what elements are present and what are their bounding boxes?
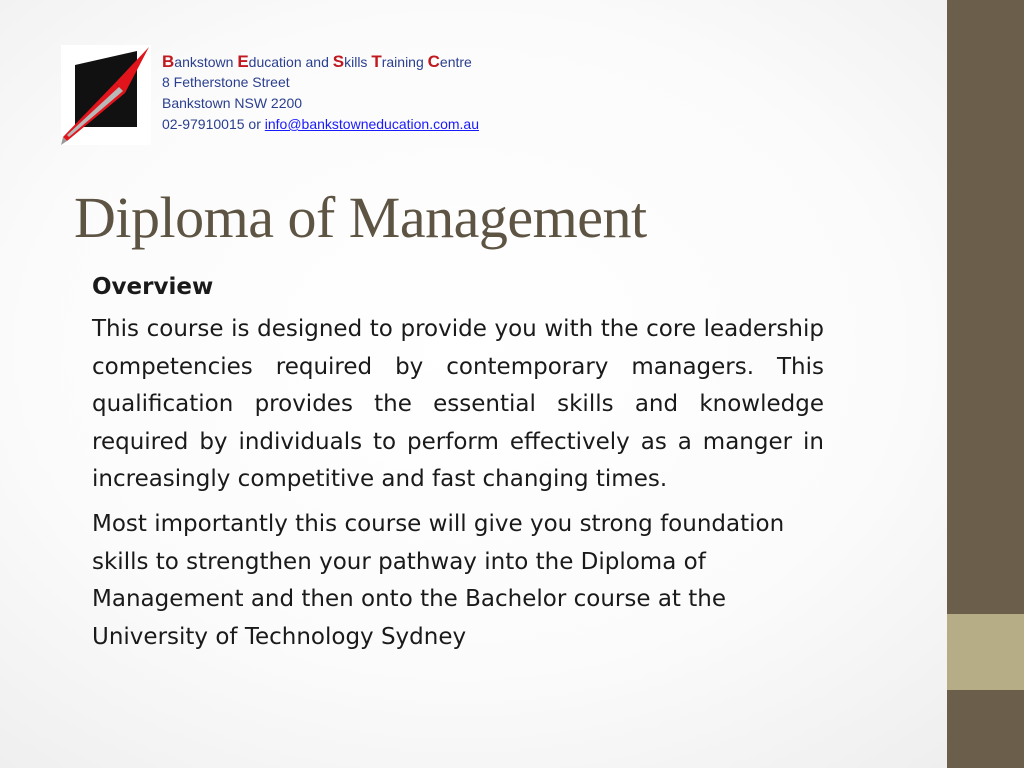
pathway-paragraph: Most importantly this course will give you strong foundation skills to strengthen your pathway into the Diploma of Management and then onto the Bachelor course at the University of Technology Sydney <box>92 510 785 650</box>
address-street: 8 Fetherstone Street <box>162 74 290 90</box>
organization-contact-block <box>162 52 479 135</box>
org-name-text: entre <box>439 54 472 70</box>
overview-paragraph: This course is designed to provide you with the core leadership competencies required by contemporary managers. This qualification provides the essential skills and knowledge required by individuals to perform effectively as a manger in increasingly competitive and fast changing times. <box>92 316 824 493</box>
org-name-capital: T <box>371 52 382 71</box>
org-name-capital: E <box>237 52 249 71</box>
email-link[interactable]: info@bankstowneducation.com.au <box>264 116 479 132</box>
sidebar-accent-block <box>947 614 1024 690</box>
org-name-capital: C <box>427 52 440 71</box>
phone-number: 02-97910015 or <box>162 116 265 132</box>
red-arrow-logo-icon <box>61 45 151 145</box>
slide-title: Diploma of Management <box>74 185 647 250</box>
contact-line <box>162 114 479 135</box>
slide-body <box>92 268 824 656</box>
org-name-text: kills <box>344 54 372 70</box>
overview-heading: Overview <box>92 274 214 300</box>
org-name-capital: B <box>162 52 175 71</box>
org-name-text: ankstown <box>174 54 238 70</box>
org-name-text: raining <box>381 54 428 70</box>
org-name-text: ducation and <box>248 54 333 70</box>
address-suburb: Bankstown NSW 2200 <box>162 95 303 111</box>
org-name-capital: S <box>332 52 345 71</box>
organization-name <box>162 52 479 72</box>
